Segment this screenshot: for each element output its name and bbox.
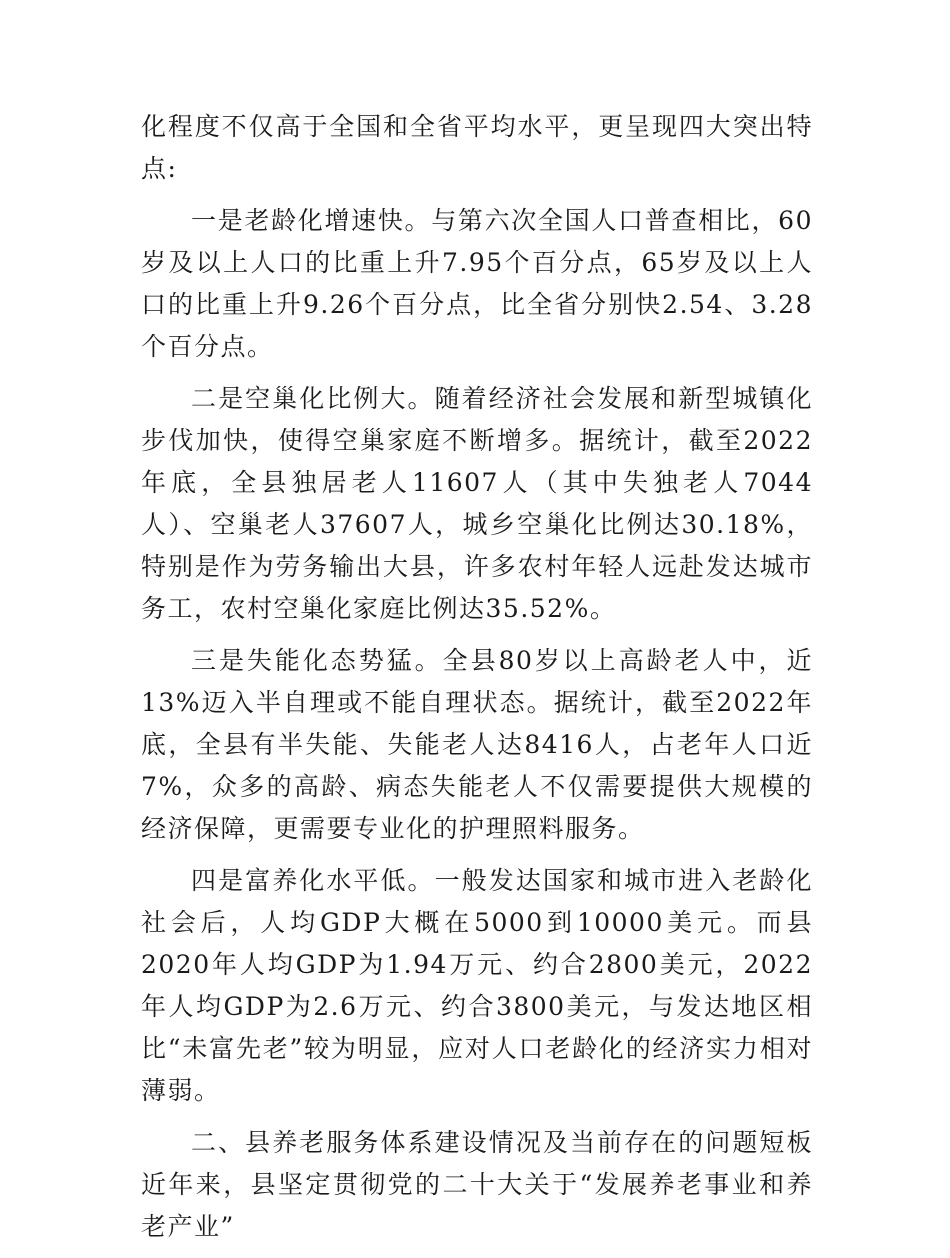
document-body [141, 106, 813, 1258]
paragraph-intro: 化程度不仅高于全国和全省平均水平，更呈现四大突出特点: [141, 112, 813, 183]
paragraph-aging-speed: 一是老龄化增速快。与第六次全国人口普查相比，60岁及以上人口的比重上升7.95个百分点，65岁及以上人口的比重上升9.26个百分点，比全省分别快2.54、3.28个百分点。 [141, 206, 813, 361]
paragraph-empty-nest: 二是空巢化比例大。随着经济社会发展和新型城镇化步伐加快，使得空巢家庭不断增多。据统计，截至2022年底，全县独居老人11607人（其中失独老人7044人）、空巢老人37607人，城乡空巢化比例达30.18%，特别是作为劳务输出大县，许多农村年轻人远赴发达城市务工，农村空巢化家庭比例达35.52%。 [141, 384, 813, 623]
paragraph-disability: 三是失能化态势猛。全县80岁以上高龄老人中，近13%迈入半自理或不能自理状态。据统计，截至2022年底，全县有半失能、失能老人达8416人，占老年人口近7%，众多的高龄、病态失能老人不仅需要提供大规模的经济保障，更需要专业化的护理照料服务。 [141, 646, 813, 843]
paragraph-section-two: 二、县养老服务体系建设情况及当前存在的问题短板近年来，县坚定贯彻党的二十大关于“发展养老事业和养老产业” [141, 1128, 813, 1241]
paragraph-wealth-level: 四是富养化水平低。一般发达国家和城市进入老龄化社会后，人均GDP大概在5000到10000美元。而县2020年人均GDP为1.94万元、约合2800美元，2022年人均GDP为2.6万元、约合3800美元，与发达地区相比“未富先老”较为明显，应对人口老龄化的经济实力相对薄弱。 [141, 866, 813, 1105]
